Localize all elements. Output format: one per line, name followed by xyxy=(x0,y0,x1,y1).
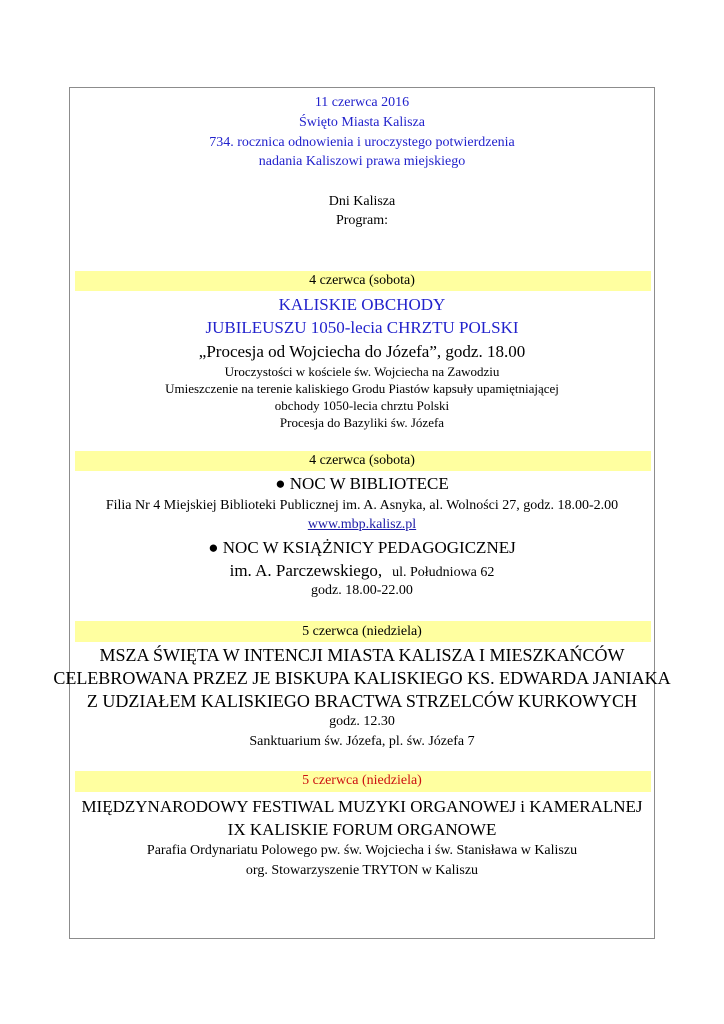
section3-title1: MSZA ŚWIĘTA W INTENCJI MIASTA KALISZA I MIESZKAŃCÓW xyxy=(99,645,625,665)
section2-title1: ● NOC W BIBLIOTECE xyxy=(275,474,449,493)
section1-line1: Uroczystości w kościele św. Wojciecha na Zawodziu xyxy=(224,364,500,379)
section3-title2: CELEBROWANA PRZEZ JE BISKUPA KALISKIEGO KS. EDWARDA JANIAKA xyxy=(53,668,671,688)
section2-link-row xyxy=(0,517,724,534)
header-holiday: Święto Miasta Kalisza xyxy=(299,115,425,130)
section2-title3b: ul. Południowa 62 xyxy=(392,565,495,580)
section1-line3: obchody 1050-lecia chrztu Polski xyxy=(274,398,450,413)
section1-line4: Procesja do Bazyliki św. Józefa xyxy=(279,415,445,430)
section2-line1: Filia Nr 4 Miejskiej Biblioteki Publicznej im. A. Asnyka, al. Wolności 27, godz. 18.00-2.00 xyxy=(105,498,619,513)
section1-date: 4 czerwca (sobota) xyxy=(309,273,415,288)
website-link[interactable]: www.mbp.kalisz.pl xyxy=(307,517,417,532)
section4-line2: org. Stowarzyszenie TRYTON w Kaliszu xyxy=(245,863,479,878)
header-program: Program: xyxy=(335,213,389,228)
section4-title2: IX KALISKIE FORUM ORGANOWE xyxy=(227,820,497,839)
section4-line1: Parafia Ordynariatu Polowego pw. św. Wojciecha i św. Stanisława w Kaliszu xyxy=(146,843,578,858)
section1-title1: KALISKIE OBCHODY xyxy=(278,295,446,314)
section3-title3: Z UDZIAŁEM KALISKIEGO BRACTWA STRZELCÓW KURKOWYCH xyxy=(86,691,638,711)
header-anniversary-line1: 734. rocznica odnowienia i uroczystego potwierdzenia xyxy=(209,135,515,150)
section4-date: 5 czerwca (niedziela) xyxy=(302,773,422,788)
header-anniversary-line2: nadania Kaliszowi prawa miejskiego xyxy=(258,154,466,169)
section4-title1: MIĘDZYNARODOWY FESTIWAL MUZYKI ORGANOWEJ i KAMERALNEJ xyxy=(81,797,643,816)
section1-title2: JUBILEUSZU 1050-lecia CHRZTU POLSKI xyxy=(205,318,519,337)
section3-place: Sanktuarium św. Józefa, pl. św. Józefa 7 xyxy=(249,734,475,749)
header-date: 11 czerwca 2016 xyxy=(314,95,410,110)
section3-time: godz. 12.30 xyxy=(329,714,395,729)
section1-line2: Umieszczenie na terenie kaliskiego Grodu Piastów kapsuły upamiętniającej xyxy=(165,381,559,396)
section2-title3a: im. A. Parczewskiego, xyxy=(229,561,383,580)
section2-title2: ● NOC W KSIĄŻNICY PEDAGOGICZNEJ xyxy=(208,538,516,557)
section3-date: 5 czerwca (niedziela) xyxy=(302,624,422,639)
section1-subtitle: „Procesja od Wojciecha do Józefa”, godz. 18.00 xyxy=(198,342,526,361)
section2-time: godz. 18.00-22.00 xyxy=(311,583,413,598)
section2-date: 4 czerwca (sobota) xyxy=(309,453,415,468)
header-days: Dni Kalisza xyxy=(328,194,396,209)
section2-title3-row xyxy=(0,561,724,582)
